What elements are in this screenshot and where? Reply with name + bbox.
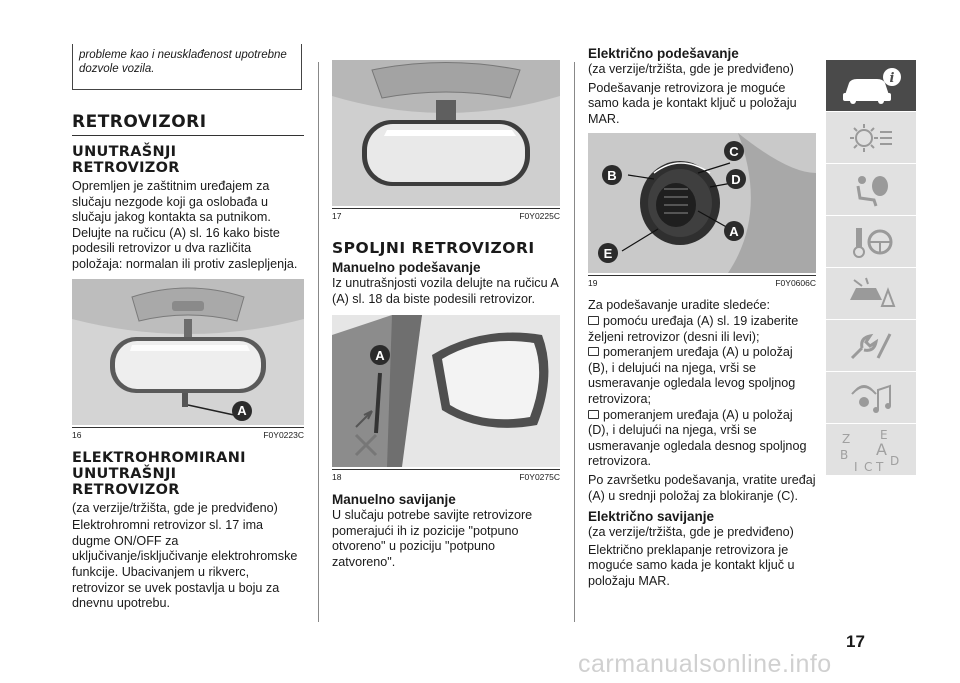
figure-17-number: 17 <box>332 211 342 221</box>
steps-intro: Za podešavanje uradite sledeće: <box>588 298 771 313</box>
chapter-tabs <box>826 60 916 476</box>
column-1 <box>72 112 304 612</box>
tab-safety[interactable] <box>826 164 916 215</box>
electrochromic-mirror-illustration <box>332 60 560 206</box>
steps-list <box>588 314 816 470</box>
page-number: 17 <box>846 632 865 651</box>
figure-19-caption <box>588 275 816 288</box>
mirror-control-knob-illustration <box>588 133 816 273</box>
bullet-icon <box>588 410 599 419</box>
column-divider-2 <box>574 62 575 622</box>
manual-fold-text: U slučaju potrebe savijte retrovizore pomerajući ih iz pozicije "potpuno otvoreno" u poziciju "potpuno zatvoreno". <box>332 508 533 569</box>
callout-a-fig16: A <box>232 401 252 421</box>
manual-adjust-text: Iz unutrašnjosti vozila delujte na ručicu A (A) sl. 18 da biste podesili retrovizor. <box>332 276 559 306</box>
maintenance-icon <box>846 328 896 364</box>
electric-fold-subtitle: (za verzije/tržišta, gde je predviđeno) <box>588 525 794 540</box>
tab-index[interactable] <box>826 424 916 475</box>
multimedia-icon <box>846 380 896 416</box>
tab-technical-data[interactable] <box>826 372 916 423</box>
callout-c-fig19: C <box>724 141 744 161</box>
key-steering-icon <box>846 224 896 260</box>
figure-19-code: F0Y0606C <box>775 278 816 289</box>
warning-lights-icon <box>846 120 896 156</box>
callout-e-fig19: E <box>598 243 618 263</box>
electric-fold-text: Električno preklapanje retrovizora je moguće samo kada je kontakt ključ u položaju MAR. <box>588 542 795 588</box>
figure-16 <box>72 279 304 425</box>
index-letter: C <box>864 459 873 473</box>
figure-17-code: F0Y0225C <box>519 211 560 221</box>
index-letter: Z <box>842 431 851 446</box>
electric-adjust-subtitle: (za verzije/tržišta, gde je predviđeno) <box>588 62 794 76</box>
index-letter: B <box>840 447 849 462</box>
car-info-icon <box>839 67 903 105</box>
callout-a-fig18: A <box>370 345 390 365</box>
after-adjust-text: Po završetku podešavanja, vratite uređaj (A) u srednji položaj za blokiranje (C). <box>588 472 816 503</box>
note-box <box>72 44 302 90</box>
figure-18-number: 18 <box>332 472 342 483</box>
figure-18 <box>332 315 560 467</box>
figure-16-code: F0Y0223C <box>263 429 304 440</box>
electric-adjust-text: Podešavanje retrovizora je moguće samo kada je kontakt ključ u položaju MAR. <box>588 80 797 126</box>
interior-mirror-illustration <box>72 279 304 425</box>
index-letter: D <box>890 453 900 468</box>
interior-mirror-title: UNUTRAŠNJI RETROVIZOR <box>72 144 180 176</box>
tab-car-info[interactable] <box>826 60 916 111</box>
seat-airbag-icon <box>846 172 896 208</box>
figure-19-number: 19 <box>588 278 598 289</box>
tab-warning-lights[interactable] <box>826 112 916 163</box>
step-item: pomeranjem uređaja (A) u položaj (D), i delujući na njega, vrši se usmeravanje ogledala desnog spoljnog retrovizora. <box>588 407 807 469</box>
index-letter: E <box>880 427 888 442</box>
tab-starting-driving[interactable] <box>826 216 916 267</box>
door-mirror-illustration <box>332 315 560 467</box>
step-item: pomoću uređaja (A) sl. 19 izaberite željeni retrovizor (desni ili levi); <box>588 313 799 344</box>
electrochromic-text: Elektrohromni retrovizor sl. 17 ima dugme ON/OFF za uključivanje/isključivanje elektrohromske funkcije. Ubacivanjem u rikverc, retrovizor se uvek postavlja u boju za dnevnu upotrebu. <box>72 518 298 611</box>
electrochromic-subtitle: (za verzije/tržišta, gde je predviđeno) <box>72 500 278 515</box>
callout-b-fig19: B <box>602 165 622 185</box>
column-divider <box>318 62 319 622</box>
figure-16-caption <box>72 427 304 440</box>
bullet-icon <box>588 347 599 356</box>
svg-text:i: i <box>889 70 895 86</box>
interior-mirror-text: Opremljen je zaštitnim uređajem za slučaju nezgode koji ga oslobađa u slučaju jakog kontakta sa putnikom. Delujte na ručicu (A) sl. 16 kako biste podesili retrovizor u dva različita položaja: normalan ili protiv zaslepljenja. <box>72 179 298 271</box>
electrochromic-title: ELEKTROHROMIRANI UNUTRAŠNJI RETROVIZOR <box>72 449 246 498</box>
index-letter: I <box>854 459 858 473</box>
electric-fold-title: Električno savijanje <box>588 509 715 525</box>
figure-17 <box>332 60 560 206</box>
index-letter: A <box>876 439 887 459</box>
index-letter: T <box>876 459 884 473</box>
tab-emergency[interactable] <box>826 268 916 319</box>
watermark: carmanualsonline.info <box>578 650 832 678</box>
manual-fold-title: Manuelno savijanje <box>332 492 456 508</box>
outer-mirrors-title: SPOLJNI RETROVIZORI <box>332 239 535 257</box>
manual-adjust-title: Manuelno podešavanje <box>332 260 481 275</box>
figure-18-code: F0Y0275C <box>519 472 560 483</box>
breakdown-icon <box>846 276 896 312</box>
tab-maintenance[interactable] <box>826 320 916 371</box>
figure-18-caption <box>332 469 560 482</box>
electric-adjust-title: Električno podešavanje <box>588 46 739 61</box>
callout-d-fig19: D <box>726 169 746 189</box>
index-icon <box>836 427 906 473</box>
column-3 <box>588 46 816 589</box>
figure-16-number: 16 <box>72 429 82 440</box>
step-item: pomeranjem uređaja (A) u položaj (B), i delujući na njega, vrši se usmeravanje ogledala levog spoljnog retrovizora; <box>588 345 796 406</box>
section-title-retrovizori: RETROVIZORI <box>72 112 304 136</box>
figure-19 <box>588 133 816 273</box>
column-2 <box>332 60 560 571</box>
bullet-icon <box>588 316 599 325</box>
callout-a-fig19: A <box>724 221 744 241</box>
note-text: probleme kao i neusklađenost upotrebne dozvole vozila. <box>79 49 287 75</box>
figure-17-caption <box>332 208 560 221</box>
